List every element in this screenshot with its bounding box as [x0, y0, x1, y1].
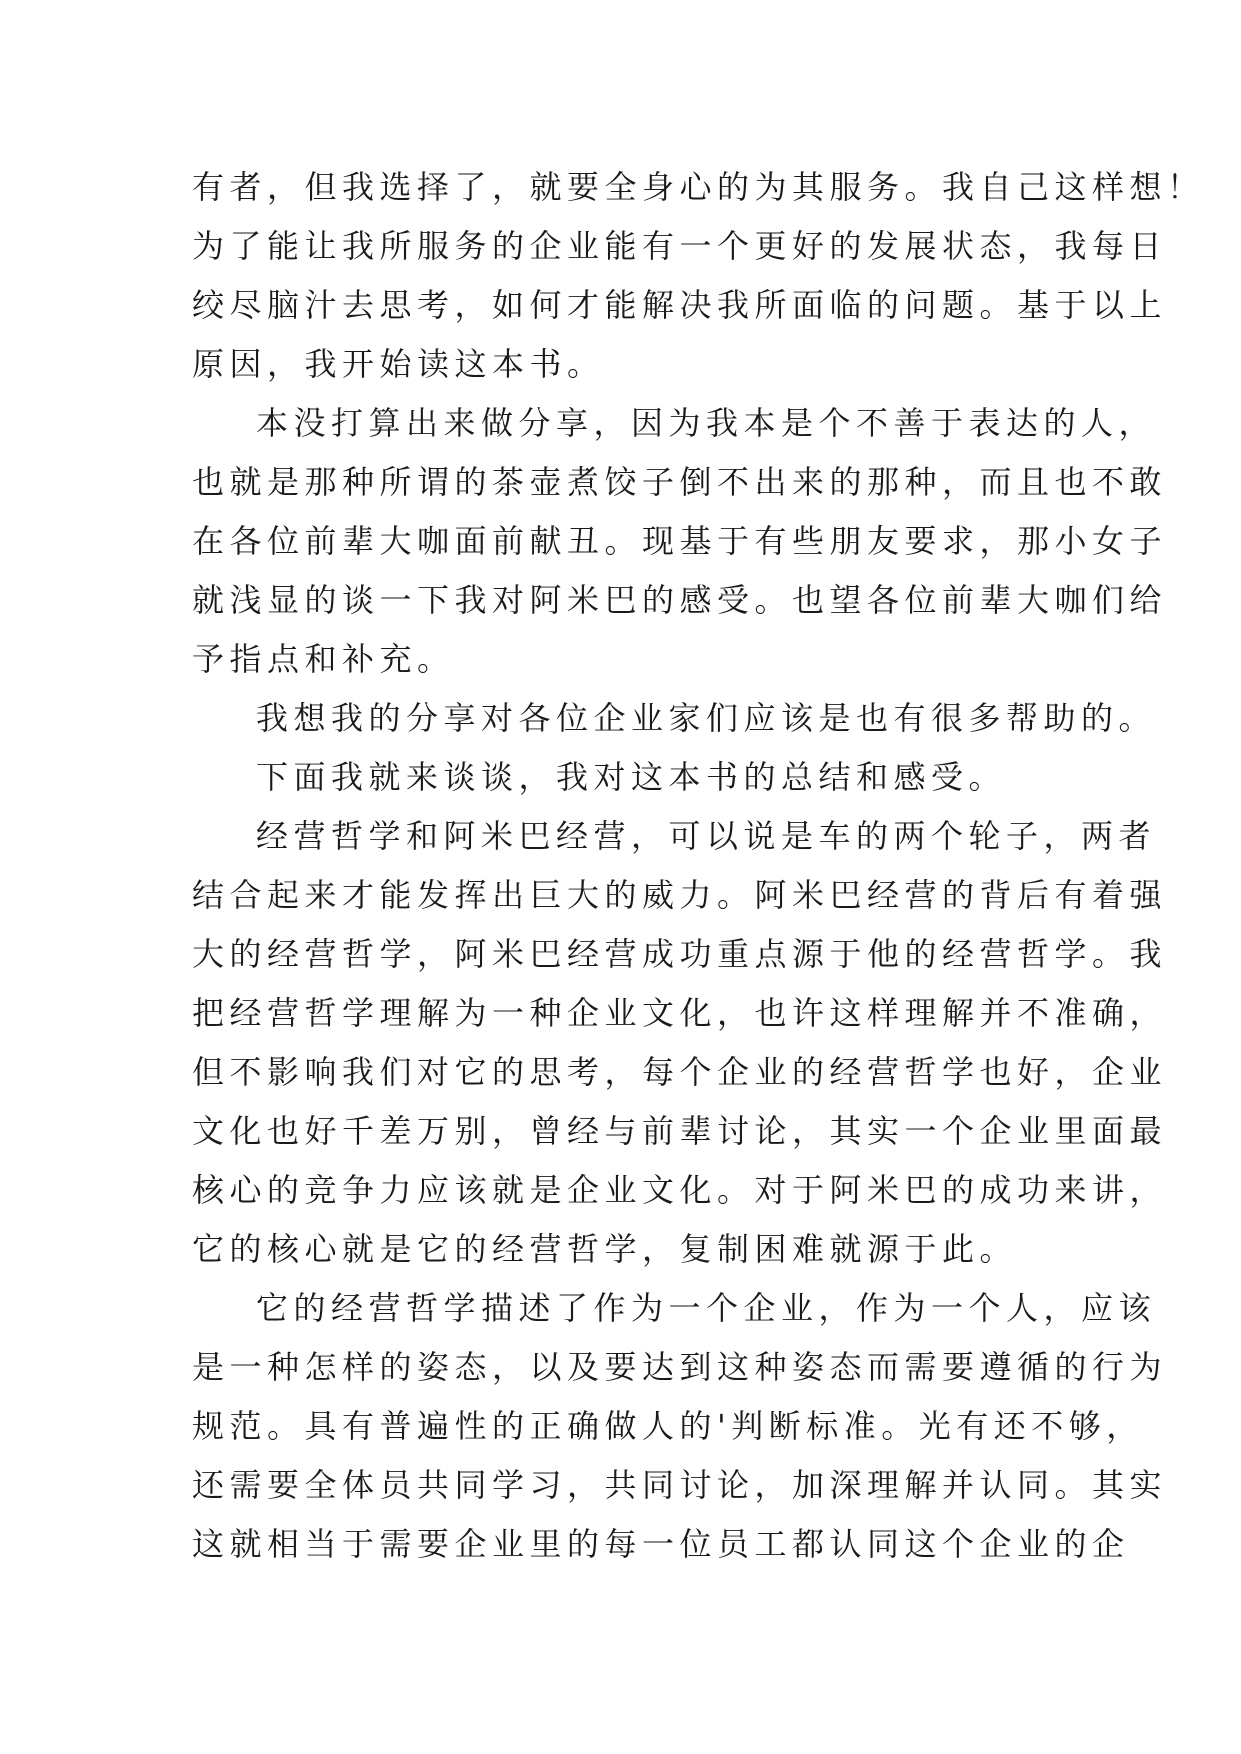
body-text — [192, 158, 1205, 1574]
text-line: 是一种怎样的姿态，以及要达到这种姿态而需要遵循的行为 — [192, 1348, 1168, 1386]
text-line: 结合起来才能发挥出巨大的威力。阿米巴经营的背后有着强 — [192, 876, 1168, 914]
text-line: 绞尽脑汁去思考，如何才能解决我所面临的问题。基于以上 — [192, 286, 1168, 324]
text-line: 在各位前辈大咖面前献丑。现基于有些朋友要求，那小女子 — [192, 522, 1168, 560]
text-line: 把经营哲学理解为一种企业文化，也许这样理解并不准确， — [192, 994, 1168, 1032]
paragraph-start-line: 它的经营哲学描述了作为一个企业，作为一个人，应该 — [256, 1289, 1157, 1327]
paragraph-start-line: 本没打算出来做分享，因为我本是个不善于表达的人， — [256, 404, 1157, 442]
text-line: 为了能让我所服务的企业能有一个更好的发展状态，我每日 — [192, 227, 1168, 265]
text-line: 它的核心就是它的经营哲学，复制困难就源于此。 — [192, 1230, 1018, 1268]
paragraph-start-line: 我想我的分享对各位企业家们应该是也有很多帮助的。 — [256, 699, 1157, 737]
text-line: 但不影响我们对它的思考，每个企业的经营哲学也好，企业 — [192, 1053, 1168, 1091]
text-line: 大的经营哲学，阿米巴经营成功重点源于他的经营哲学。我 — [192, 935, 1168, 973]
text-line: 这就相当于需要企业里的每一位员工都认同这个企业的企 — [192, 1525, 1130, 1563]
paragraph-start-line: 经营哲学和阿米巴经营，可以说是车的两个轮子，两者 — [256, 817, 1157, 855]
text-line: 还需要全体员共同学习，共同讨论，加深理解并认同。其实 — [192, 1466, 1168, 1504]
text-line: 核心的竞争力应该就是企业文化。对于阿米巴的成功来讲， — [192, 1171, 1168, 1209]
text-line: 也就是那种所谓的茶壶煮饺子倒不出来的那种，而且也不敢 — [192, 463, 1168, 501]
text-line: 有者，但我选择了，就要全身心的为其服务。我自己这样想！ — [192, 168, 1205, 206]
text-line: 就浅显的谈一下我对阿米巴的感受。也望各位前辈大咖们给 — [192, 581, 1168, 619]
paragraph-start-line: 下面我就来谈谈，我对这本书的总结和感受。 — [256, 758, 1007, 796]
text-line: 规范。具有普遍性的正确做人的'判断标准。光有还不够， — [192, 1407, 1144, 1445]
text-line: 予指点和补充。 — [192, 640, 455, 678]
text-line: 原因，我开始读这本书。 — [192, 345, 605, 383]
text-line: 文化也好千差万别，曾经与前辈讨论，其实一个企业里面最 — [192, 1112, 1168, 1150]
